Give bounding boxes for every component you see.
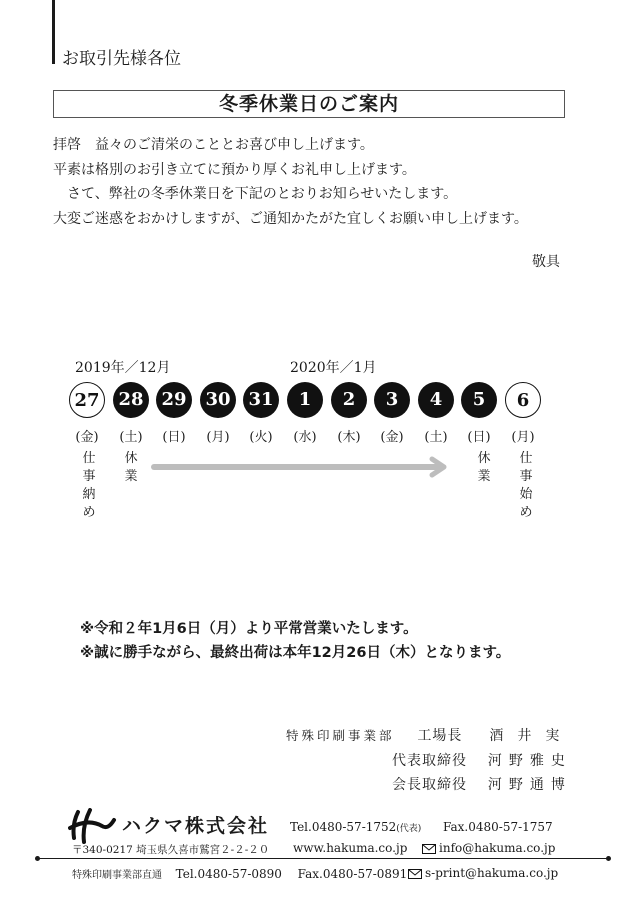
company-website[interactable]: www.hakuma.co.jp xyxy=(293,841,408,855)
label-work-end: 仕事納め xyxy=(82,451,96,520)
holiday-arrow xyxy=(150,455,455,479)
month-label-december: 2019年／12月 xyxy=(75,360,171,376)
calendar-weekday: (土) xyxy=(424,430,448,445)
signature-role: 会長取締役 xyxy=(392,777,467,793)
note-reopen: ※令和２年1月6日（月）より平常営業いたします。 xyxy=(80,621,418,637)
divider-dot-left xyxy=(35,856,40,861)
calendar-day: 2 xyxy=(331,382,367,418)
direct-email[interactable]: s-print@hakuma.co.jp xyxy=(425,866,559,880)
company-logo xyxy=(68,808,118,844)
company-address: 〒340-0217 埼玉県久喜市鷲宮２-２-２０ xyxy=(72,844,270,856)
label-work-start: 仕事始め xyxy=(519,451,533,520)
signature-factory-manager xyxy=(286,725,573,745)
direct-label: 特殊印刷事業部直通 xyxy=(72,870,162,881)
company-email[interactable]: info@hakuma.co.jp xyxy=(439,841,556,855)
calendar-day: 3 xyxy=(374,382,410,418)
calendar-day: 29 xyxy=(156,382,192,418)
main-fax: Fax.0480-57-1757 xyxy=(442,820,553,834)
calendar-day: 30 xyxy=(200,382,236,418)
letter-line: 拝啓 益々のご清栄のこととお喜び申し上げます。 xyxy=(53,137,374,153)
calendar-weekday: (木) xyxy=(337,430,361,445)
letter-line: さて、弊社の冬季休業日を下記のとおりお知らせいたします。 xyxy=(53,186,458,202)
calendar-weekday: (日) xyxy=(162,430,186,445)
label-holiday-end: 休業 xyxy=(477,451,491,484)
letter-closing: 敬具 xyxy=(532,254,560,270)
signature-role: 代表取締役 xyxy=(392,753,467,769)
signature-dept: 特殊印刷事業部 xyxy=(286,728,395,743)
company-email-line xyxy=(422,841,555,855)
mail-icon xyxy=(422,844,436,854)
direct-tel: Tel.0480-57-0890 xyxy=(175,867,282,881)
footer-divider xyxy=(38,858,610,859)
calendar-day: 31 xyxy=(243,382,279,418)
addressee: お取引先様各位 xyxy=(62,49,181,69)
signature-president xyxy=(392,750,572,770)
letter-line: 平素は格別のお引き立てに預かり厚くお礼申し上げます。 xyxy=(53,161,416,178)
calendar-day: 27 xyxy=(69,382,105,418)
company-name: ハクマ株式会社 xyxy=(122,815,270,837)
letter-body xyxy=(53,133,593,231)
calendar-weekday: (金) xyxy=(380,430,404,445)
main-contact xyxy=(290,820,553,834)
calendar-day: 4 xyxy=(418,382,454,418)
calendar-weekday: (水) xyxy=(293,430,317,445)
signature-role: 工場長 xyxy=(417,728,463,744)
main-tel: Tel.0480-57-1752 xyxy=(290,820,397,834)
main-tel-note: (代表) xyxy=(396,824,422,834)
label-holiday-start: 休業 xyxy=(124,451,138,484)
direct-contact xyxy=(72,866,407,881)
calendar-weekday: (土) xyxy=(119,430,143,445)
month-label-january: 2020年／1月 xyxy=(290,360,377,376)
calendar-day: 5 xyxy=(461,382,497,418)
divider-dot-right xyxy=(606,856,611,861)
mail-icon xyxy=(408,869,422,879)
signature-name: 河野雅史 xyxy=(487,753,572,769)
calendar-day: 28 xyxy=(113,382,149,418)
calendar-day: 1 xyxy=(287,382,323,418)
calendar-weekday: (月) xyxy=(511,430,535,445)
page-title: 冬季休業日のご案内 xyxy=(53,90,565,118)
direct-fax: Fax.0480-57-0891 xyxy=(297,867,408,881)
signature-name: 河野通博 xyxy=(487,777,572,793)
signature-name: 酒井実 xyxy=(489,728,574,744)
calendar-weekday: (日) xyxy=(467,430,491,445)
signature-chairman xyxy=(392,774,572,794)
calendar-weekday: (月) xyxy=(206,430,230,445)
letter-line: 大変ご迷惑をおかけしますが、ご通知かたがた宜しくお願い申し上げます。 xyxy=(53,210,528,227)
direct-email-line xyxy=(408,866,558,880)
header-accent-bar xyxy=(52,0,55,64)
calendar-weekday: (火) xyxy=(249,430,273,445)
note-last-shipment: ※誠に勝手ながら、最終出荷は本年12月26日（木）となります。 xyxy=(80,645,511,661)
calendar-weekday: (金) xyxy=(75,430,99,445)
calendar-day: 6 xyxy=(505,382,541,418)
